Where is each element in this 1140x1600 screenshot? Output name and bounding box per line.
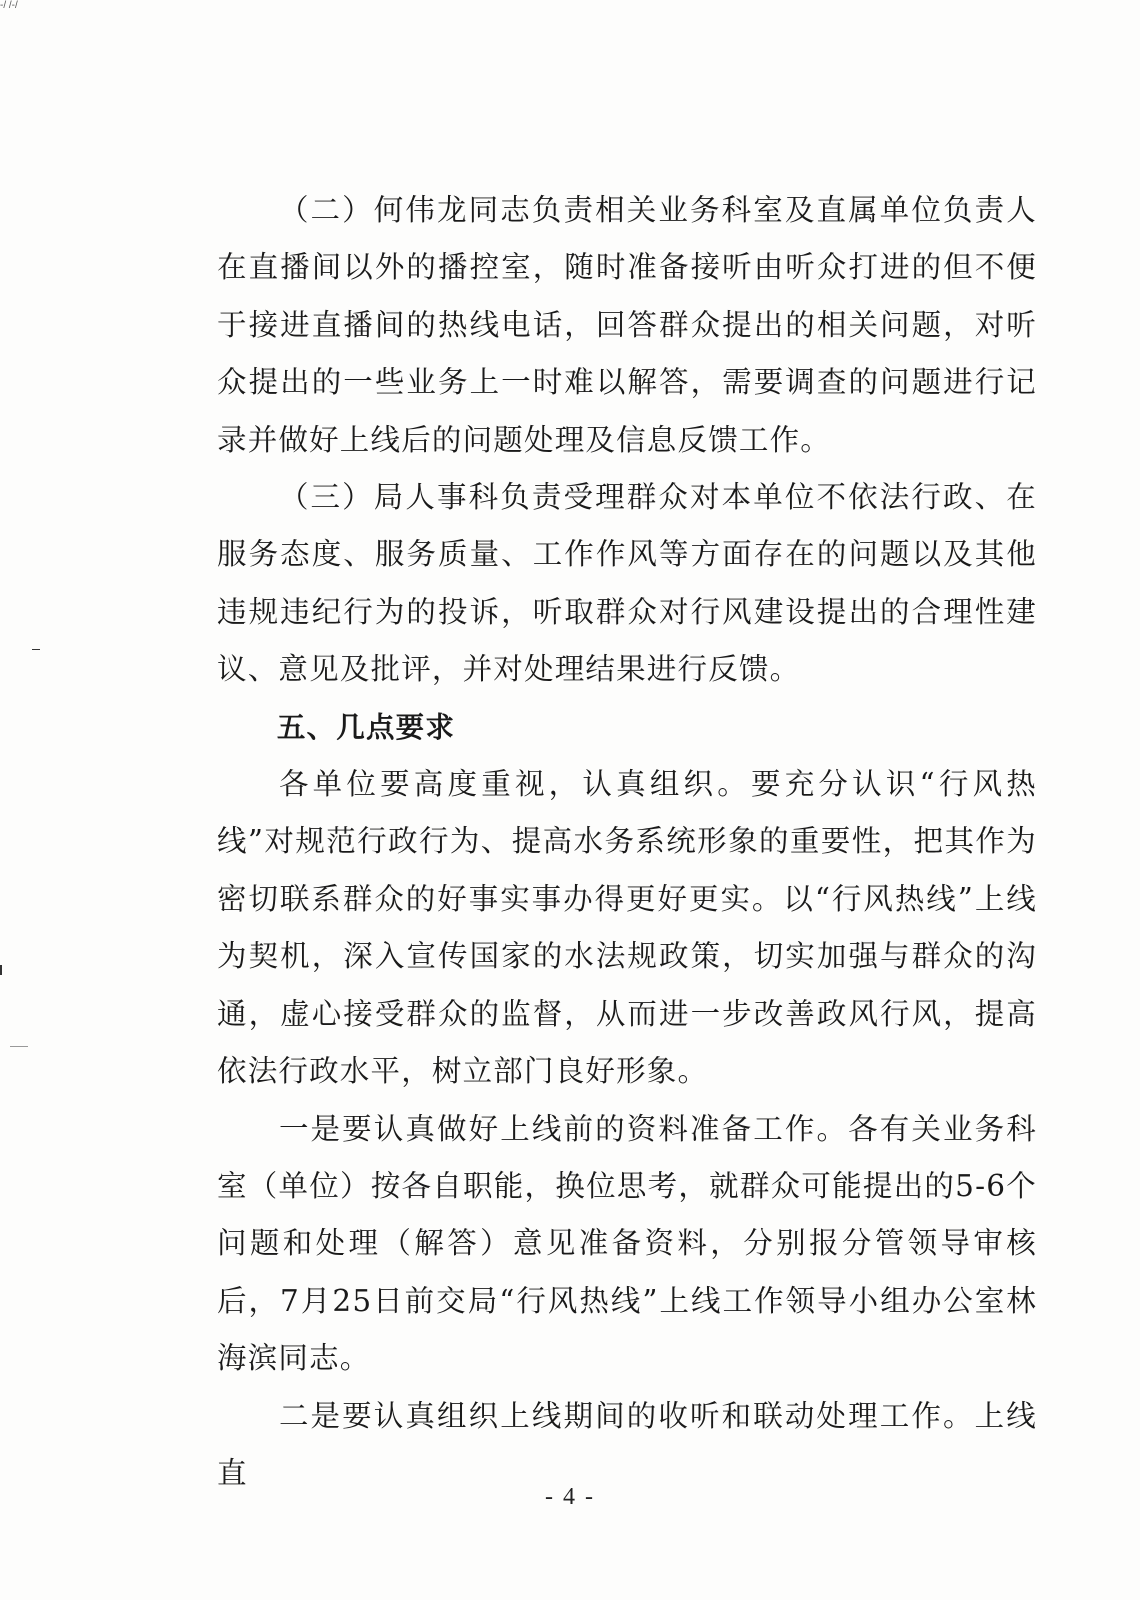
margin-scan-mark [10, 1046, 28, 1047]
corner-scan-mark: -/ /-/ [0, 0, 18, 11]
section-heading: 五、几点要求 [276, 710, 456, 744]
margin-scan-mark [32, 649, 40, 650]
requirements-intro-paragraph: 各单位要高度重视，认真组织。要充分认识“行风热线”对规范行政行为、提高水务系统形象的重要性，把其作为密切联系群众的好事实事办得更好更实。以“行风热线”上线为契机，深入宣传国家的水法规政策，切实加强与群众的沟通，虚心接受群众的监督，从而进一步改善政风行风，提高依法行政水平，树立部门良好形象。 [217, 767, 1037, 1089]
requirement-1-paragraph: 一是要认真做好上线前的资料准备工作。各有关业务科室（单位）按各自职能，换位思考，就群众可能提出的5-6个问题和处理（解答）意见准备资料，分别报分管领导审核后，7月25日前交局“行风热线”上线工作领导小组办公室林海滨同志。 [217, 1111, 1037, 1376]
margin-scan-mark [0, 965, 2, 975]
paragraph-item-2: （二）何伟龙同志负责相关业务科室及直属单位负责人在直播间以外的播控室，随时准备接听由听众打进的但不便于接进直播间的热线电话，回答群众提出的相关问题，对听众提出的一些业务上一时难以解答，需要调查的问题进行记录并做好上线后的问题处理及信息反馈工作。 [217, 193, 1037, 457]
document-body [217, 182, 1037, 1502]
page-number: - 4 - [545, 1484, 595, 1510]
paragraph-item-3: （三）局人事科负责受理群众对本单位不依法行政、在服务态度、服务质量、工作作风等方面存在的问题以及其他违规违纪行为的投诉，听取群众对行风建设提出的合理性建议、意见及批评，并对处理结果进行反馈。 [217, 480, 1037, 687]
requirement-2-paragraph: 二是要认真组织上线期间的收听和联动处理工作。上线直 [217, 1398, 1037, 1490]
